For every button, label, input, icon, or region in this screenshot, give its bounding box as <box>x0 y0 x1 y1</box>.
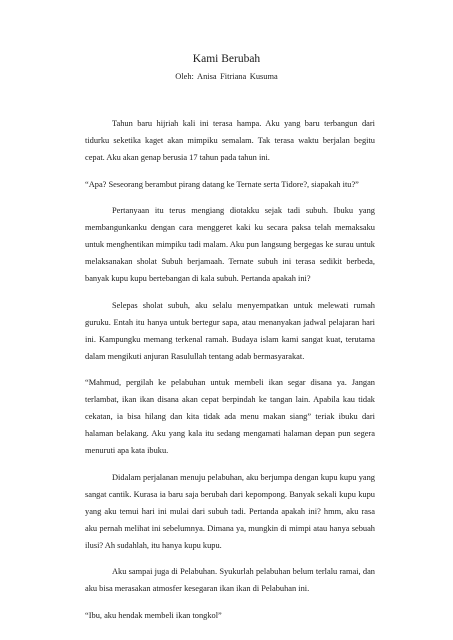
paragraph: “Ibu, aku hendak membeli ikan tongkol” <box>85 610 222 620</box>
document-author: Oleh: Anisa Fitriana Kusuma <box>175 72 278 81</box>
paragraph: “Mahmud, pergilah ke pelabuhan untuk membeli ikan segar disana ya. Jangan terlambat, ikan ikan disana akan cepat berpindah ke tangan lain. Apabila kau tidak cekatan, ia bisa hilang dan kita tidak ada menu makan siang” teriak ibuku dari halaman belakang. Aku yang kala itu sedang mengamati halaman depan pun segera menuruti apa kata ibuku. <box>85 378 375 455</box>
paragraph: Tahun baru hijriah kali ini terasa hampa. Aku yang baru terbangun dari tidurku seketika kaget akan mimpiku semalam. Tak terasa waktu berjalan begitu cepat. Aku akan genap berusia 17 tahun pada tahun ini. <box>85 119 375 162</box>
document-title: Kami Berubah <box>192 53 261 65</box>
paragraph: Selepas sholat subuh, aku selalu menyempatkan untuk melewati rumah guruku. Entah itu hanya untuk bertegur sapa, atau menanyakan jadwal pelajaran hari ini. Kampungku memang terkenal ramah. Budaya islam kami sangat kuat, terutama dalam mengikuti anjuran Rasulullah tentang adab bermasyarakat. <box>85 300 375 361</box>
paragraph: Aku sampai juga di Pelabuhan. Syukurlah pelabuhan belum terlalu ramai, dan aku bisa merasakan atmosfer kesegaran ikan ikan di Pelabuhan ini. <box>85 567 375 593</box>
paragraph: Didalam perjalanan menuju pelabuhan, aku berjumpa dengan kupu kupu yang sangat cantik. Kurasa ia baru saja berubah dari kepompong. Banyak sekali kupu kupu yang aku temui hari ini mulai dari subuh tadi. Pertanda apakah ini? hmm, aku rasa aku pernah melihat ini sebelumnya. Dimana ya, mungkin di mimpi atau hanya sebuah ilusi? Ah sudahlah, itu hanya kupu kupu. <box>85 472 375 550</box>
paragraph: “Apa? Seseorang berambut pirang datang ke Ternate serta Tidore?, siapakah itu?” <box>85 179 359 189</box>
document-body <box>85 115 375 633</box>
paragraph: Pertanyaan itu terus mengiang diotakku sejak tadi subuh. Ibuku yang membangunkanku dengan cara menggeret kaki ku secara paksa telah memaksaku untuk menghentikan mimpiku tadi malam. Aku pun langsung bergegas ke surau untuk melaksanakan sholat Subuh berjamaah. Ternate subuh ini terasa sedikit berbeda, banyak kupu kupu bertebangan di kala subuh. Pertanda apakah ini? <box>85 206 375 283</box>
